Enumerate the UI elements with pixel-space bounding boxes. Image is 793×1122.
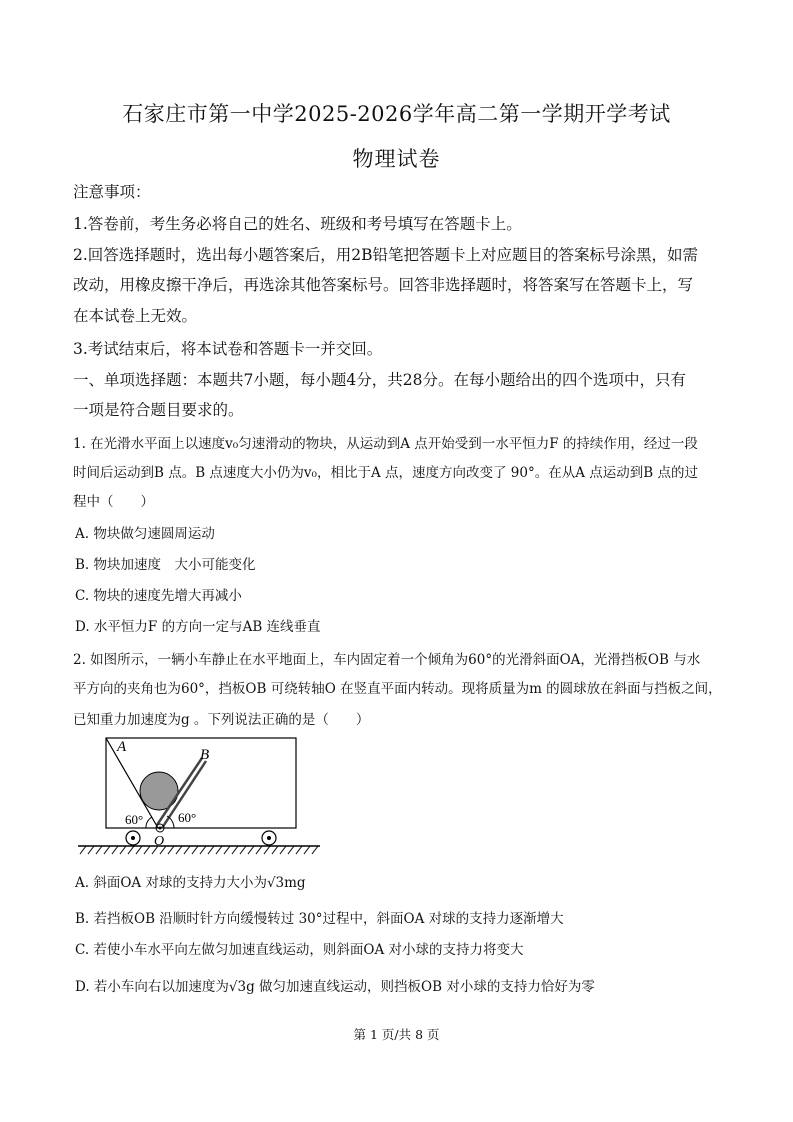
- question-2-stem: 已知重力加速度为g 。下列说法正确的是（ ）: [73, 712, 370, 728]
- question-1-stem: 1. 在光滑水平面上以速度v₀匀速滑动的物块，从运动到A 点开始受到一水平恒力F 的持续作用，经过一段: [73, 436, 698, 452]
- ground-hatching: [80, 846, 318, 854]
- wheel-left-axle: [131, 836, 135, 840]
- question-2-stem: 平方向的夹角也为60°，挡板OB 可绕转轴O 在竖直平面内转动。现将质量为m 的圆球放在斜面与挡板之间，: [73, 681, 722, 697]
- angle-label-left: 60°: [125, 812, 144, 827]
- question-1-stem: 程中（ ）: [73, 494, 154, 510]
- label-o: O: [154, 834, 165, 849]
- pivot-o-center: [159, 827, 162, 830]
- wheel-right-axle: [267, 836, 271, 840]
- note-line: 3.考试结束后，将本试卷和答题卡一并交回。: [73, 340, 383, 358]
- question-2-option-c: C. 若使小车水平向左做匀加速直线运动，则斜面OA 对小球的支持力将变大: [75, 942, 524, 958]
- angle-label-right: 60°: [178, 810, 197, 825]
- question-1-option-d: D. 水平恒力F 的方向一定与AB 连线垂直: [75, 619, 321, 635]
- label-b: B: [200, 747, 210, 763]
- question-2-option-a: A. 斜面OA 对球的支持力大小为√3mg: [75, 875, 306, 891]
- notes-heading: 注意事项：: [73, 183, 151, 201]
- angle-arc-left: [146, 817, 152, 828]
- question-1-option-a: A. 物块做匀速圆周运动: [75, 526, 215, 542]
- note-line: 在本试卷上无效。: [73, 307, 198, 325]
- cart-incline-figure: [70, 733, 330, 858]
- exam-title: 石家庄市第一中学2025-2026学年高二第一学期开学考试: [122, 102, 671, 126]
- note-line: 2.回答选择题时，选出每小题答案后，用2B铅笔把答题卡上对应题目的答案标号涂黑，如需: [73, 246, 699, 264]
- question-1-option-b: B. 物块加速度 大小可能变化: [75, 557, 256, 573]
- exam-subtitle: 物理试卷: [352, 147, 441, 171]
- label-a: A: [117, 739, 127, 755]
- question-2-stem: 2. 如图所示，一辆小车静止在水平地面上，车内固定着一个倾角为60°的光滑斜面OA，光滑挡板OB 与水: [73, 652, 701, 668]
- question-1-option-c: C. 物块的速度先增大再减小: [75, 588, 242, 604]
- question-2-option-d: D. 若小车向右以加速度为√3g 做匀加速直线运动，则挡板OB 对小球的支持力恰好为零: [75, 979, 595, 995]
- section-heading: 一、单项选择题：本题共7小题，每小题4分，共28分。在每小题给出的四个选项中，只有: [73, 371, 686, 389]
- note-line: 改动，用橡皮擦干净后，再选涂其他答案标号。回答非选择题时，将答案写在答题卡上，写: [73, 276, 694, 294]
- page-footer: 第 1 页/共 8 页: [353, 1027, 440, 1042]
- question-1-stem: 时间后运动到B 点。B 点速度大小仍为v₀，相比于A 点，速度方向改变了 90°。在从A 点运动到B 点的过: [73, 465, 698, 481]
- question-2-option-b: B. 若挡板OB 沿顺时针方向缓慢转过 30°过程中，斜面OA 对球的支持力逐渐增大: [75, 911, 564, 927]
- section-heading: 一项是符合题目要求的。: [73, 401, 244, 419]
- note-line: 1.答卷前，考生务必将自己的姓名、班级和考号填写在答题卡上。: [73, 215, 522, 233]
